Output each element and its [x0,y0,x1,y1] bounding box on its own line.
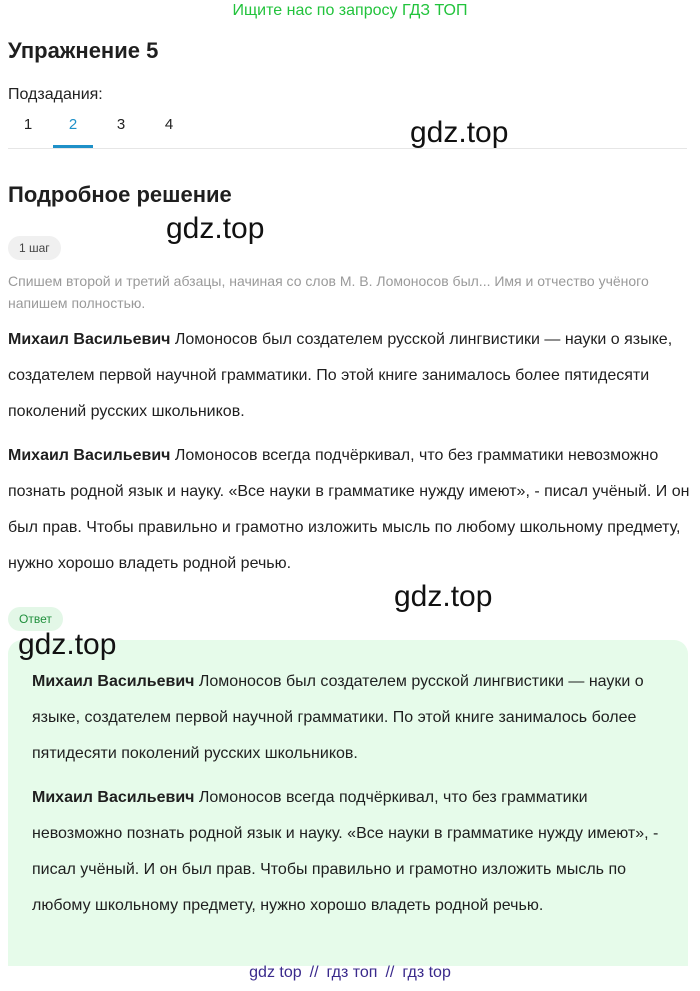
watermark: gdz.top [18,628,117,661]
solution-paragraph [8,322,690,430]
page-title: Упражнение 5 [8,38,159,63]
paragraph-text: Ломоносов был создателем русской лингвистики — науки о языке, создателем первой научной грамматики. По этой книге занималось более пятидесяти поколений русских школьников. [8,331,673,420]
paragraph-bold-name: Михаил Васильевич [32,673,195,690]
answer-paragraph [32,780,672,924]
active-tab-indicator [53,145,93,148]
paragraph-text: Ломоносов всегда подчёркивал, что без грамматики невозможно познать родной язык и науку. «Все науки в грамматике нужду имеют», - писал учёный. И он был прав. Чтобы правильно и грамотно изложить мысль по любому школьному предмету, нужно хорошо владеть родной речью. [8,447,690,572]
subtask-tab-1[interactable]: 1 [23,116,33,133]
subtasks-label: Подзадания: [8,86,103,103]
step-badge: 1 шаг [8,236,61,260]
paragraph-text: Ломоносов всегда подчёркивал, что без грамматики невозможно познать родной язык и науку. «Все науки в грамматике нужду имеют», - писал учёный. И он был прав. Чтобы правильно и грамотно изложить мысль по любому школьному предмету, нужно хорошо владеть родной речью. [32,789,659,914]
footer-separator: // [385,964,395,981]
watermark: gdz.top [394,580,493,613]
subtask-tab-4[interactable]: 4 [164,116,174,133]
top-promo-link[interactable]: Ищите нас по запросу ГДЗ ТОП [232,2,468,19]
solution-instruction: Спишем второй и третий абзацы, начиная со слов М. В. Ломоносов был... Имя и отчество учёного напишем полностью. [8,273,649,311]
subtask-tabs [8,110,687,149]
paragraph-bold-name: Михаил Васильевич [32,789,195,806]
footer-link[interactable]: гдз top [402,964,451,981]
answer-paragraph [32,664,672,772]
watermark: gdz.top [166,212,265,245]
watermark: gdz.top [410,116,509,149]
solution-paragraph [8,438,690,582]
paragraph-text: Ломоносов был создателем русской лингвистики — науки о языке, создателем первой научной грамматики. По этой книге занималось более пятидесяти поколений русских школьников. [32,673,644,762]
footer-links [0,964,700,982]
footer-link[interactable]: гдз топ [326,964,378,981]
answer-badge: Ответ [8,607,63,631]
subtask-tab-2[interactable]: 2 [68,116,78,133]
paragraph-bold-name: Михаил Васильевич [8,447,171,464]
footer-link[interactable]: gdz top [249,964,302,981]
subtask-tab-3[interactable]: 3 [116,116,126,133]
footer-separator: // [309,964,319,981]
paragraph-bold-name: Михаил Васильевич [8,331,171,348]
solution-title: Подробное решение [8,182,232,207]
